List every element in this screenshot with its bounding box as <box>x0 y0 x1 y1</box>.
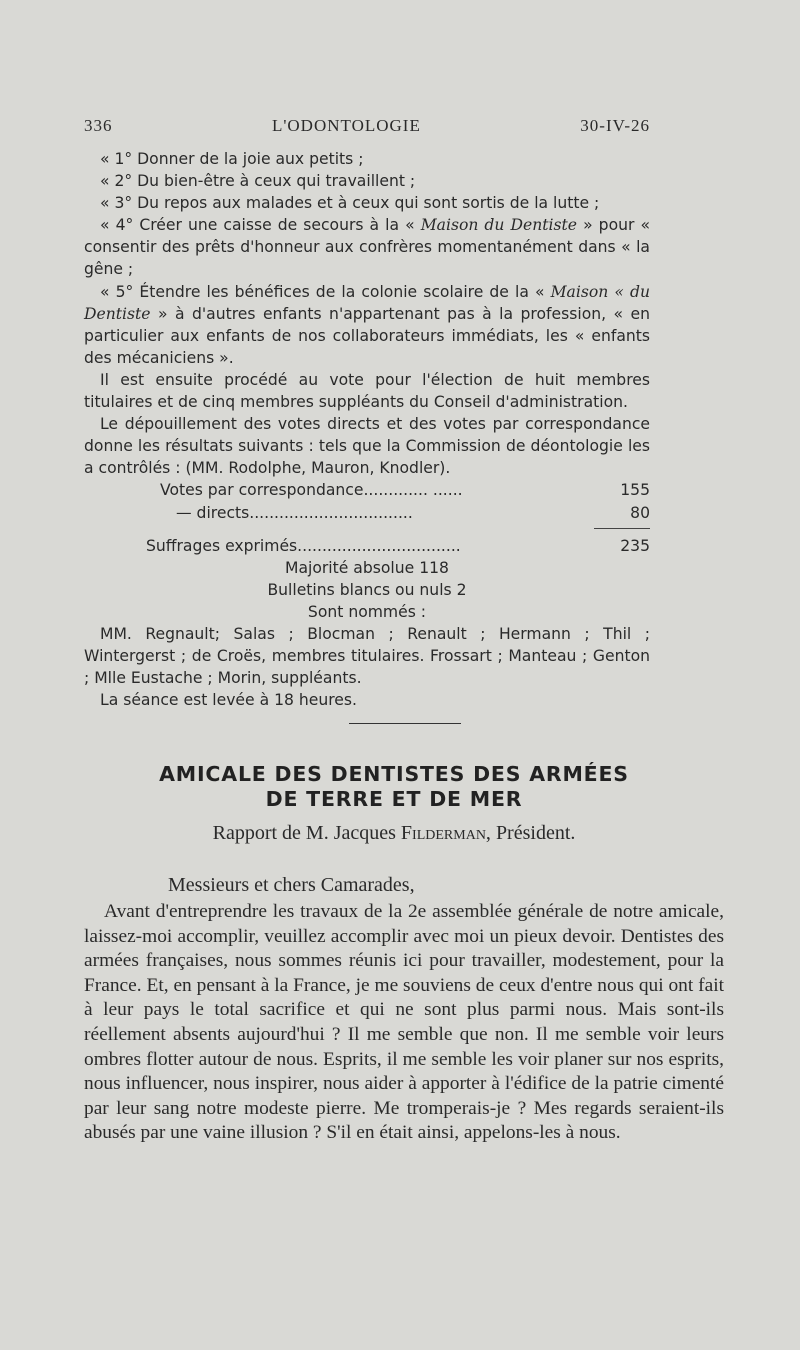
suffrages-value: 235 <box>620 536 650 555</box>
wish-4-italic: Maison du Dentiste <box>420 216 578 235</box>
wish-4 <box>84 214 650 280</box>
elected-heading: Sont nommés : <box>307 602 427 621</box>
report-paragraph: Avant d'entreprendre les travaux de la 2e assemblée générale de notre amicale, laissez-moi accomplir, veuillez accomplir avec moi un pieux devoir. Dentistes des armées françaises, nous sommes réunis ici pour travailler, modestement, pour la France. Et, en pensant à la France, je me souviens de ceux d'entre nous qui ont fait à leur pays le total sacrifice et qui ne sont plus parmi nous. Mais sont-ils réellement absents aujourd'hui ? Il me semble que non. Il me semble voir leurs ombres flotter autour de nous. Esprits, il me semble les voir planer sur nos esprits, nous influencer, nous inspirer, nous aider à apporter à l'édifice de la patrie cimenté par leur sang notre modeste pierre. Me tromperais-je ? Mes regards seraient-ils abusés par une vaine illusion ? S'il en était ainsi, appelons-les à nous. <box>84 901 724 1144</box>
tally-row <box>160 479 650 501</box>
suffrages-label: Suffrages exprimés................................. <box>146 536 461 555</box>
blank-ballots-line: Bulletins blancs ou nuls 2 <box>267 580 467 599</box>
closing-line: La séance est levée à 18 heures. <box>100 691 357 710</box>
wish-1: « 1° Donner de la joie aux petits ; <box>100 150 364 168</box>
tally-label: — directs................................. <box>176 503 413 522</box>
wish-2: « 2° Du bien-être à ceux qui travaillent ; <box>100 172 416 191</box>
running-header <box>84 116 650 136</box>
tally-value: 155 <box>620 481 650 500</box>
wish-5 <box>84 281 650 369</box>
wish-5-italic: Maison « du Dentiste <box>84 282 650 323</box>
wish-5-start: « 5° Étendre les bénéfices de la colonie scolaire de la « <box>100 282 551 301</box>
byline-author: Filderman, <box>400 822 491 844</box>
wish-4-start: « 4° Créer une caisse de secours à la « <box>100 216 421 235</box>
vote-tally <box>160 479 650 523</box>
elected-paragraph: MM. Regnault; Salas ; Blocman ; Renault ; Hermann ; Thil ; Wintergerst ; de Croës, membres titulaires. Frossart ; Manteau ; Genton ; Mlle Eustache ; Morin, suppléants. <box>84 624 650 688</box>
section-title-line-2: DE TERRE ET DE MER <box>265 787 523 811</box>
running-title: L'ODONTOLOGIE <box>271 116 421 135</box>
tally-value: 80 <box>630 503 650 522</box>
count-paragraph: Le dépouillement des votes directs et des votes par correspondance donne les résultats suivants : tels que la Commission de déontologie les a contrôlés : (MM. Rodolphe, Mauron, Knodler). <box>84 415 650 478</box>
report-byline <box>84 822 704 845</box>
tally-row <box>176 502 650 524</box>
suffrages-row <box>146 535 650 557</box>
vote-paragraph: Il est ensuite procédé au vote pour l'élection de huit membres titulaires et de cinq membres suppléants du Conseil d'administration. <box>84 370 650 412</box>
wish-5-end: » à d'autres enfants n'appartenant pas à la profession, « en particulier aux enfants de nos collaborateurs immédiats, les « enfants des mécaniciens ». <box>84 304 650 367</box>
byline-role: Président. <box>495 822 576 844</box>
section-title-line-1: AMICALE DES DENTISTES DES ARMÉES <box>159 762 629 786</box>
report-body <box>84 900 724 1146</box>
page-number: 336 <box>84 116 113 135</box>
section-title <box>84 762 704 812</box>
section-divider <box>349 723 461 724</box>
byline-start: Rapport de M. Jacques <box>212 822 396 844</box>
wish-3: « 3° Du repos aux malades et à ceux qui sont sortis de la lutte ; <box>100 194 600 213</box>
header-date: 30-IV-26 <box>580 116 650 135</box>
majority-line: Majorité absolue 118 <box>285 558 449 577</box>
tally-label: Votes par correspondance............. ...... <box>160 481 463 500</box>
salutation: Messieurs et chers Camarades, <box>168 874 415 896</box>
tally-row <box>146 535 650 557</box>
minutes-column <box>84 148 650 711</box>
sum-rule <box>594 528 650 529</box>
wish-4-end: » pour « consentir des prêts d'honneur aux confrères momentanément dans « la gêne ; <box>84 216 651 279</box>
